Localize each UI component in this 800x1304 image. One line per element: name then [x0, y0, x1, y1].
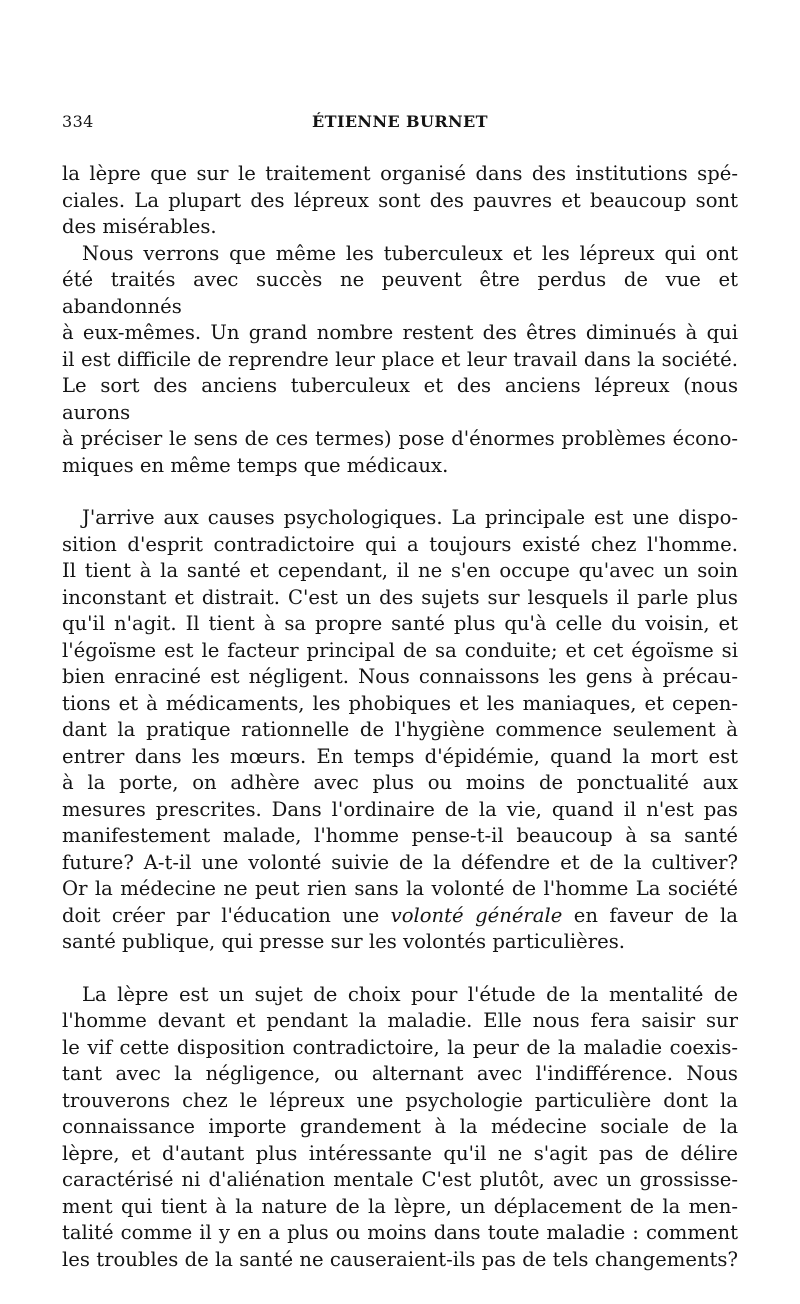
text-line: il est difficile de reprendre leur place et leur travail dans la société.: [62, 347, 738, 371]
text-line: manifestement malade, l'homme pense-t-il beaucoup à sa santé: [62, 824, 738, 847]
text-line: été traités avec succès ne peuvent être perdus de vue et abandonnés: [62, 268, 738, 318]
text-line: lèpre, et d'autant plus intéressante qu'il ne s'agit pas de délire: [62, 1141, 738, 1165]
italic-phrase: volonté générale: [390, 903, 563, 927]
text-line: à eux-mêmes. Un grand nombre restent des êtres diminués à qui: [62, 321, 738, 344]
text-line: qu'il n'agit. Il tient à sa propre santé plus qu'à celle du voisin, et: [62, 612, 738, 635]
text-line: connaissance importe grandement à la médecine sociale de la: [62, 1115, 738, 1138]
text-line: à préciser le sens de ces termes) pose d'énormes problèmes écono-: [62, 427, 738, 450]
text-line: future? A-t-il une volonté suivie de la défendre et de la cultiver?: [62, 850, 738, 874]
text-line-with-italic: [62, 903, 738, 930]
text-line: trouverons chez le lépreux une psychologie particulière dont la: [62, 1088, 738, 1112]
paragraph-3: [62, 505, 738, 956]
paragraph-2: [62, 241, 738, 480]
text-line: Il tient à la santé et cependant, il ne s'en occupe qu'avec un soin: [62, 559, 738, 582]
text-line: entrer dans les mœurs. En temps d'épidémie, quand la mort est: [62, 744, 738, 768]
paragraph-4: [62, 982, 738, 1274]
text-line: J'arrive aux causes psychologiques. La principale est une dispo-: [82, 506, 738, 529]
text-line: talité comme il y en a plus ou moins dans toute maladie : comment: [62, 1221, 738, 1244]
text-line: bien enraciné est négligent. Nous connaissons les gens à précau-: [62, 665, 738, 688]
text-line: mesures prescrites. Dans l'ordinaire de la vie, quand il n'est pas: [62, 797, 738, 821]
text-line: des misérables.: [62, 215, 217, 238]
page-header: [62, 112, 738, 138]
text-line: caractérisé ni d'aliénation mentale C'est plutôt, avec un grossisse-: [62, 1168, 738, 1191]
text-line: Nous verrons que même les tuberculeux et les lépreux qui ont: [82, 241, 738, 265]
text-line: santé publique, qui presse sur les volontés particulières.: [62, 930, 626, 953]
body-text: [62, 161, 738, 1273]
paragraph-1: [62, 161, 738, 241]
text-line: dant la pratique rationnelle de l'hygiène commence seulement à: [62, 718, 738, 741]
text-line: La lèpre est un sujet de choix pour l'étude de la mentalité de: [82, 982, 738, 1006]
text-line: la lèpre que sur le traitement organisé dans des institutions spé-: [62, 162, 738, 185]
text-line: inconstant et distrait. C'est un des sujets sur lesquels il parle plus: [62, 585, 738, 609]
page-number: 334: [62, 112, 94, 131]
text-segment: doit créer par l'éducation une: [62, 903, 391, 927]
text-line: Le sort des anciens tuberculeux et des anciens lépreux (nous aurons: [62, 374, 738, 424]
text-line: le vif cette disposition contradictoire, la peur de la maladie coexis-: [62, 1035, 738, 1059]
text-segment: en faveur de la: [562, 903, 738, 927]
text-line: ment qui tient à la nature de la lèpre, un déplacement de la men-: [62, 1194, 738, 1218]
text-line: Or la médecine ne peut rien sans la volonté de l'homme La société: [62, 877, 738, 900]
text-line: à la porte, on adhère avec plus ou moins de ponctualité aux: [62, 771, 738, 794]
text-line: sition d'esprit contradictoire qui a toujours existé chez l'homme.: [62, 532, 738, 556]
text-line: tant avec la négligence, ou alternant avec l'indifférence. Nous: [62, 1062, 738, 1085]
text-line: miques en même temps que médicaux.: [62, 453, 449, 477]
text-line: tions et à médicaments, les phobiques et les maniaques, et cepen-: [62, 691, 738, 715]
text-line: ciales. La plupart des lépreux sont des pauvres et beaucoup sont: [62, 188, 738, 212]
text-line: l'homme devant et pendant la maladie. Elle nous fera saisir sur: [62, 1009, 738, 1032]
text-line: l'égoïsme est le facteur principal de sa conduite; et cet égoïsme si: [62, 638, 738, 662]
running-head: ÉTIENNE BURNET: [312, 112, 488, 131]
text-line: les troubles de la santé ne causeraient-ils pas de tels changements?: [62, 1247, 738, 1271]
